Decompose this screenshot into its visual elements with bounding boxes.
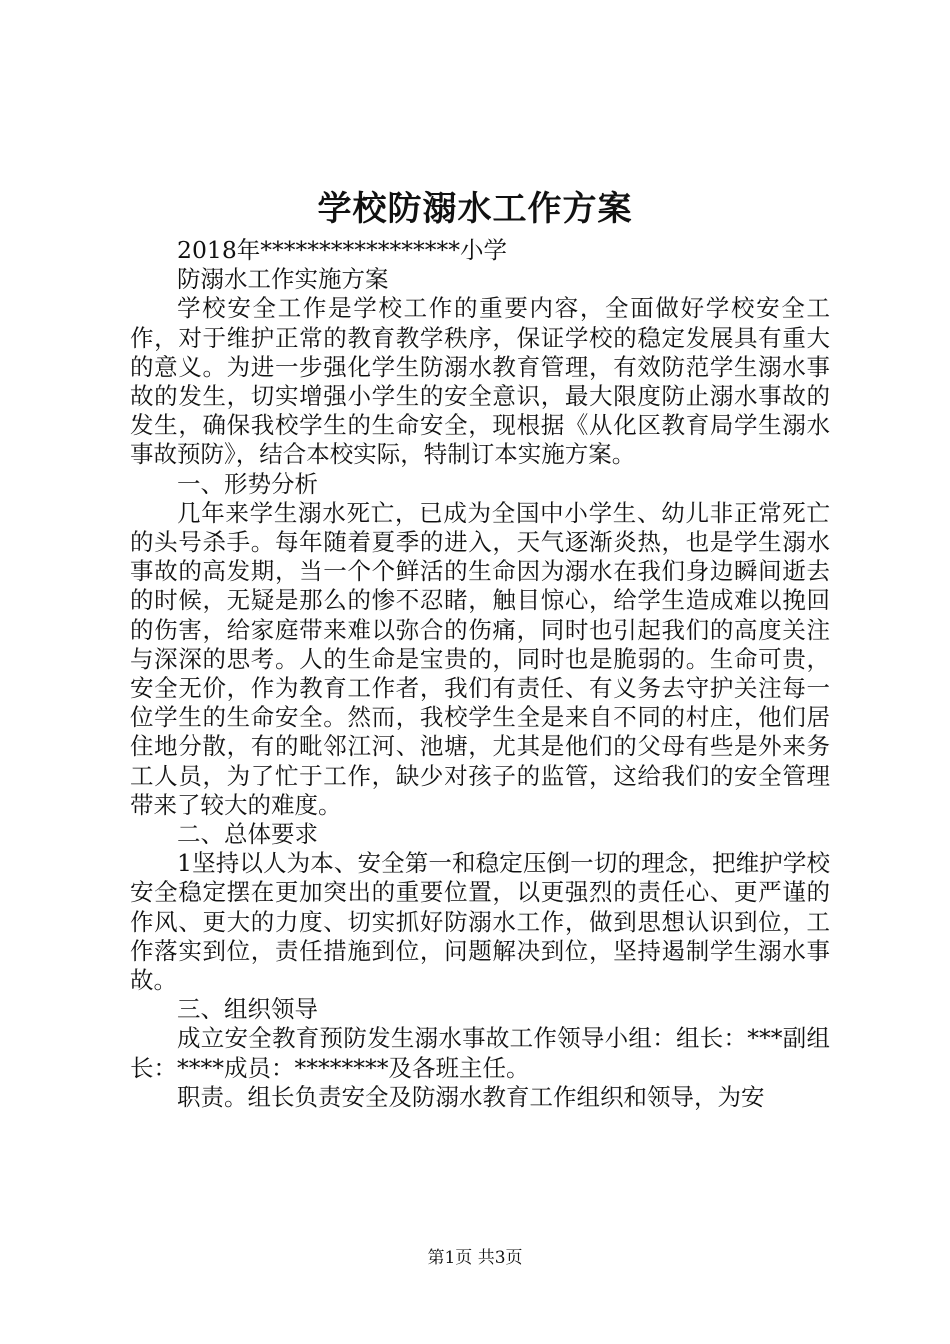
- document-title: 学校防溺水工作方案: [317, 189, 633, 229]
- section-heading-2: 二、总体要求: [177, 820, 318, 849]
- paragraph-subtitle: 防溺水工作实施方案: [177, 265, 389, 294]
- paragraph-situation: 几年来学生溺水死亡，已成为全国中小学生、幼儿非正常死亡的头号杀手。每年随着夏季的进入，天气逐渐炎热，也是学生溺水事故的高发期，当一个个鲜活的生命因为溺水在我们身边瞬间逝去的时候，无疑是那么的惨不忍睹，触目惊心，给学生造成难以挽回的伤害，给家庭带来难以弥合的伤痛，同时也引起我们的高度关注与深深的思考。人的生命是宝贵的，同时也是脆弱的。生命可贵，安全无价，作为教育工作者，我们有责任、有义务去守护关注每一位学生的生命安全。然而，我校学生全是来自不同的村庄，他们居住地分散，有的毗邻江河、池塘，尤其是他们的父母有些是外来务工人员，为了忙于工作，缺少对孩子的监管，这给我们的安全管理带来了较大的难度。: [130, 498, 830, 819]
- paragraph-year-school: 2018年*****************小学: [177, 236, 508, 264]
- paragraph-leadership-group: 成立安全教育预防发生溺水事故工作领导小组：组长：***副组长：****成员：********及各班主任。: [130, 1024, 830, 1082]
- section-heading-1: 一、形势分析: [177, 469, 318, 498]
- paragraph-intro: 学校安全工作是学校工作的重要内容，全面做好学校安全工作，对于维护正常的教育教学秩序，保证学校的稳定发展具有重大的意义。为进一步强化学生防溺水教育管理，有效防范学生溺水事故的发生，切实增强小学生的安全意识，最大限度防止溺水事故的发生，确保我校学生的生命安全，现根据《从化区教育局学生溺水事故预防》，结合本校实际，特制订本实施方案。: [130, 294, 830, 469]
- paragraph-duties: 职责。组长负责安全及防溺水教育工作组织和领导，为安: [177, 1082, 765, 1111]
- page-footer: 第1页 共3页: [427, 1248, 523, 1268]
- section-heading-3: 三、组织领导: [177, 995, 318, 1024]
- paragraph-requirements: 1坚持以人为本、安全第一和稳定压倒一切的理念，把维护学校安全稳定摆在更加突出的重要位置，以更强烈的责任心、更严谨的作风、更大的力度、切实抓好防溺水工作，做到思想认识到位，工作落实到位，责任措施到位，问题解决到位，坚持遏制学生溺水事故。: [130, 849, 830, 995]
- document-body: [130, 236, 830, 1112]
